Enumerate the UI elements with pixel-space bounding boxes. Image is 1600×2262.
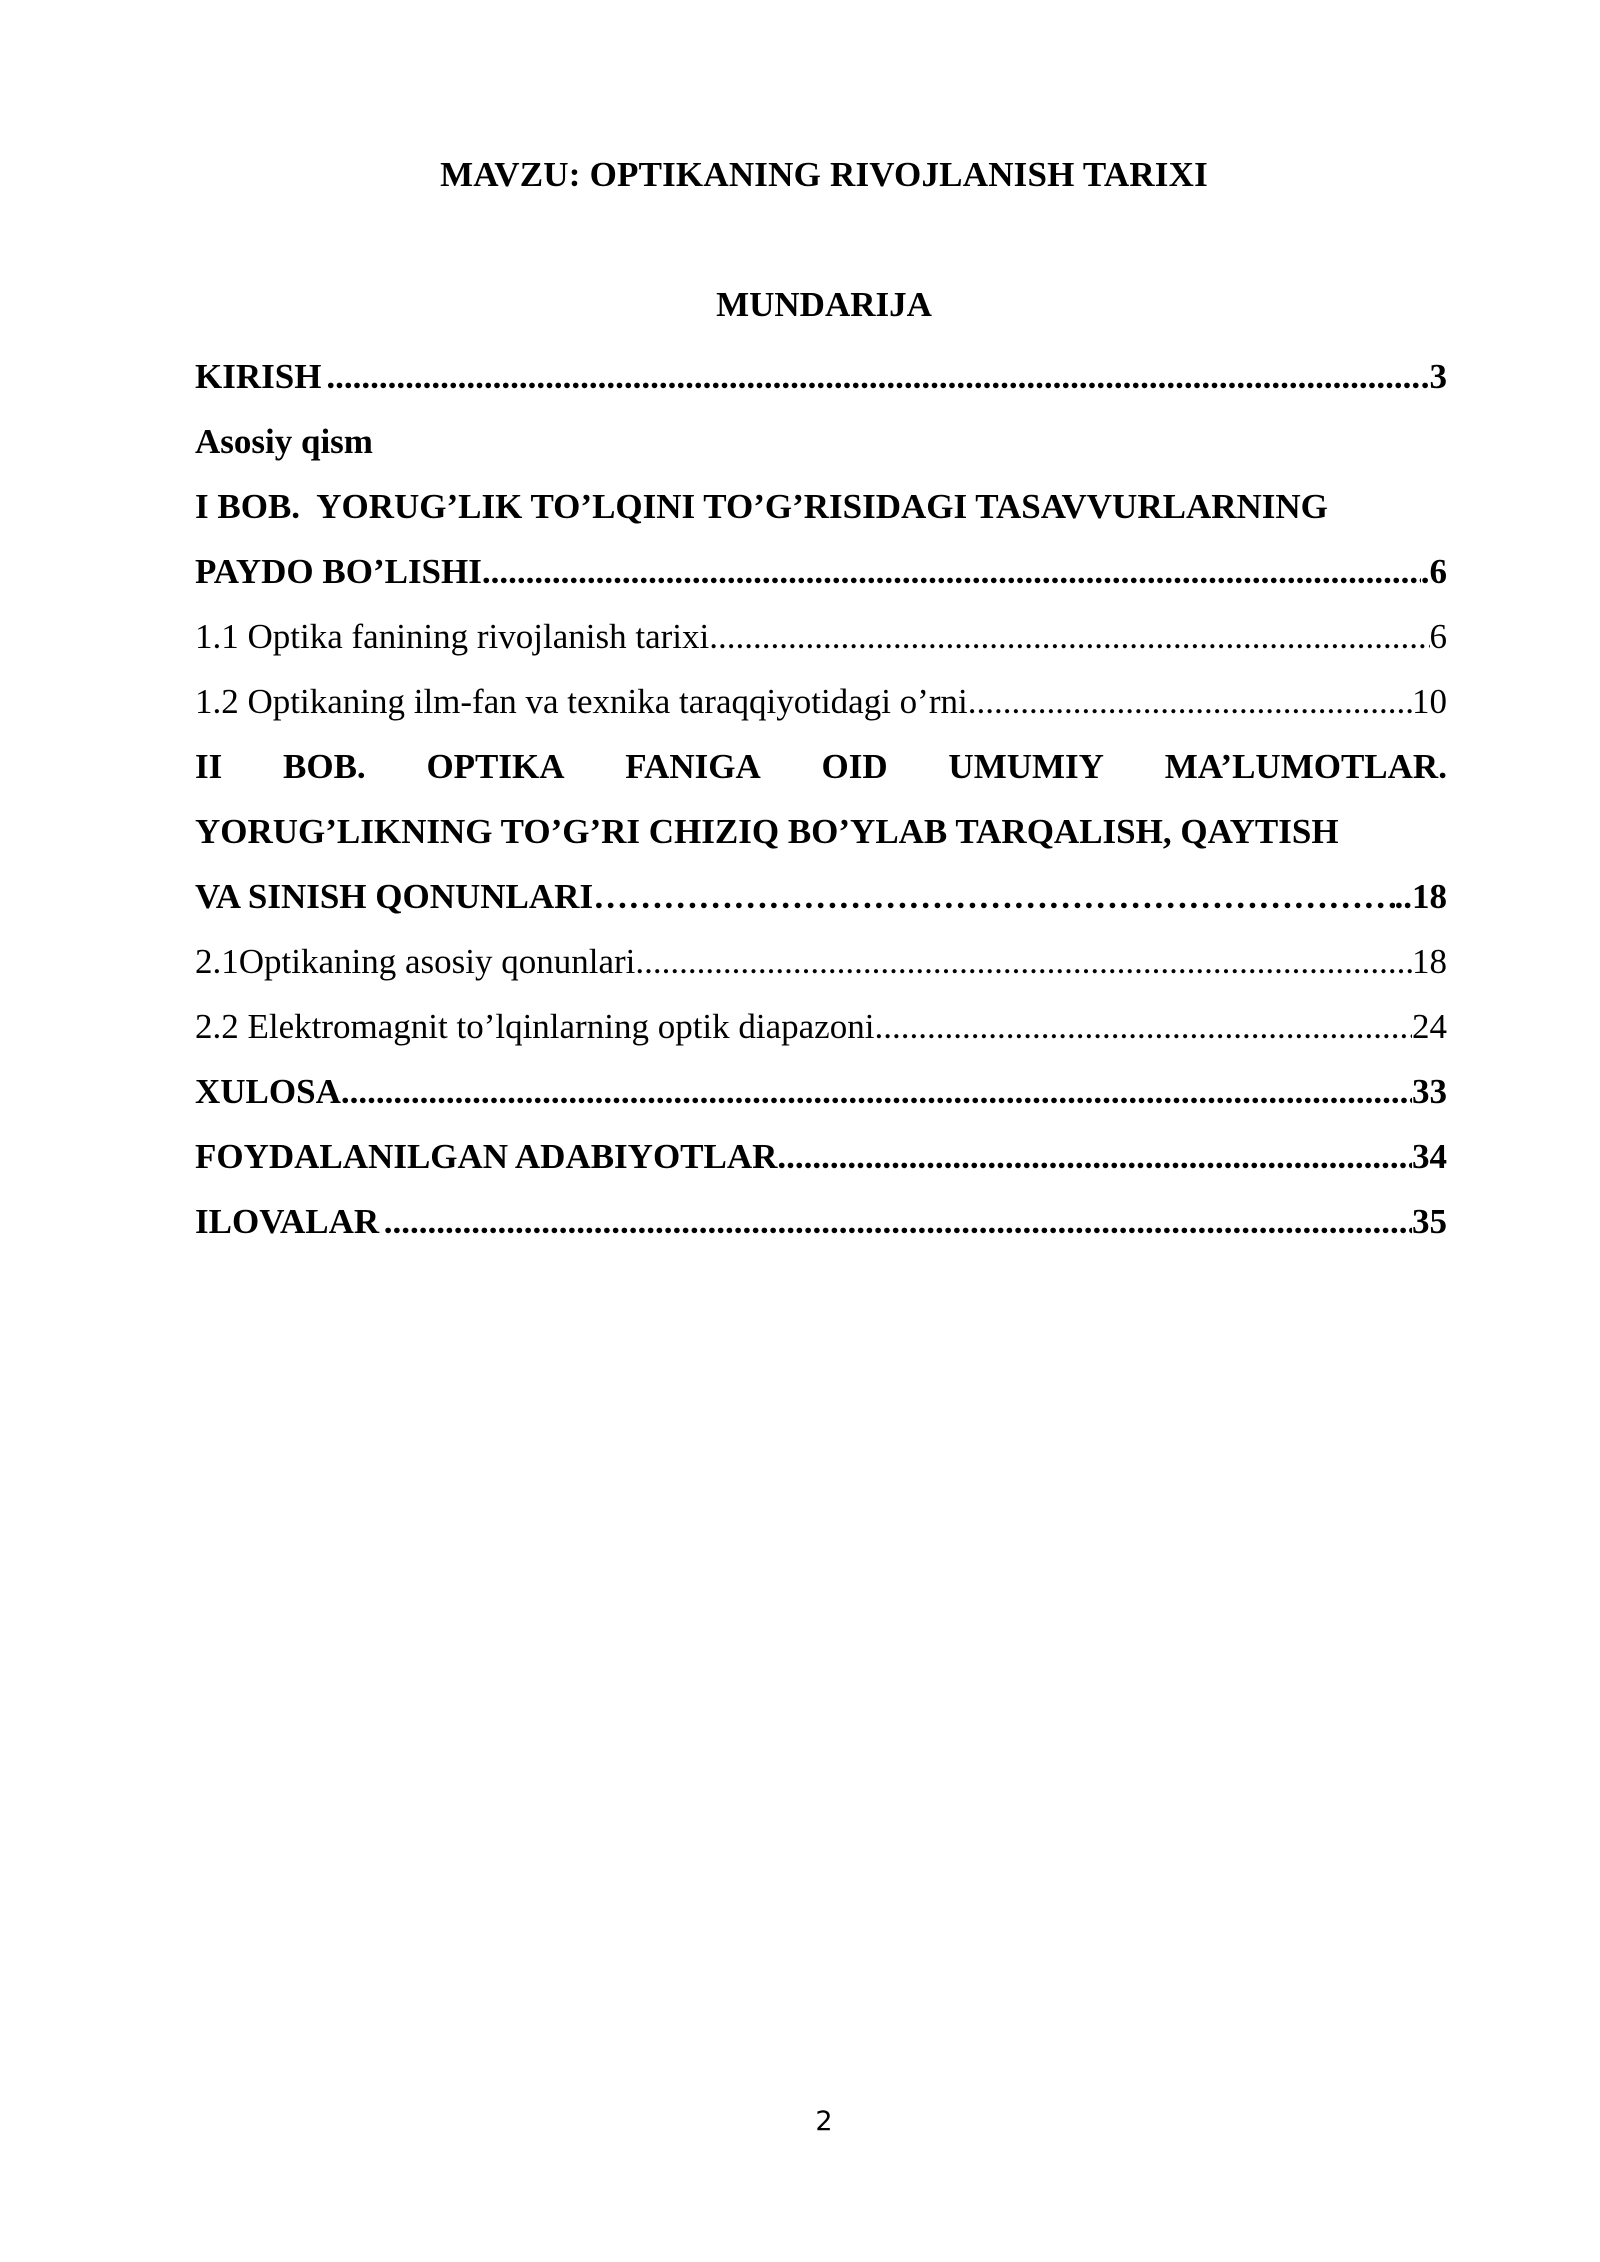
toc-chapter-1-line-1[interactable] bbox=[195, 474, 1447, 539]
toc-page-number: 6 bbox=[1429, 617, 1447, 656]
toc-dot-leader bbox=[968, 669, 1412, 734]
toc-entry-label: ILOVALAR bbox=[195, 1202, 380, 1241]
toc-word: UMUMIY bbox=[948, 747, 1104, 786]
toc-chapter-2-line-3[interactable] bbox=[195, 864, 1447, 929]
toc-word: MA’LUMOTLAR. bbox=[1164, 747, 1447, 786]
toc-entry-label: YORUG’LIKNING TO’G’RI CHIZIQ BO’YLAB TARQALISH, QAYTISH bbox=[195, 812, 1339, 851]
toc-page-number: .6 bbox=[1420, 552, 1447, 591]
toc-entry-label: PAYDO BO’LISHI bbox=[195, 552, 482, 591]
toc-entry-xulosa[interactable] bbox=[195, 1059, 1447, 1124]
table-of-contents bbox=[195, 344, 1447, 1254]
toc-heading: MUNDARIJA bbox=[716, 285, 932, 324]
toc-entry-label: VA SINISH QONUNLARI bbox=[195, 877, 594, 916]
toc-entry-label: Asosiy qism bbox=[195, 422, 373, 461]
toc-entry-1-1[interactable] bbox=[195, 604, 1447, 669]
document-title: MAVZU: OPTIKANING RIVOJLANISH TARIXI bbox=[440, 155, 1208, 194]
toc-dot-leader bbox=[593, 864, 1394, 929]
page-number: 2 bbox=[815, 2106, 833, 2137]
toc-entry-1-2[interactable] bbox=[195, 669, 1447, 734]
toc-page-number: 35 bbox=[1412, 1202, 1447, 1241]
toc-page-number: .3 bbox=[1420, 357, 1447, 396]
toc-dot-leader bbox=[326, 344, 1420, 409]
toc-page-number: 24 bbox=[1412, 1007, 1447, 1046]
toc-entry-2-1[interactable] bbox=[195, 929, 1447, 994]
toc-entry-kirish[interactable] bbox=[195, 344, 1447, 409]
toc-page-number: ..18 bbox=[1394, 877, 1447, 916]
toc-entry-label: 2.2 Elektromagnit to’lqinlarning optik diapazoni bbox=[195, 1007, 875, 1046]
toc-entry-label: FOYDALANILGAN ADABIYOTLAR bbox=[195, 1137, 778, 1176]
toc-dot-leader bbox=[635, 929, 1412, 994]
toc-page-number: 10 bbox=[1412, 682, 1447, 721]
toc-page-number: 34 bbox=[1412, 1137, 1447, 1176]
toc-chapter-2-line-1[interactable] bbox=[195, 734, 1447, 799]
toc-chapter-1-line-2[interactable] bbox=[195, 539, 1447, 604]
toc-entry-label: XULOSA bbox=[195, 1072, 341, 1111]
toc-page-number: 18 bbox=[1412, 942, 1447, 981]
toc-entry-ilovalar[interactable] bbox=[195, 1189, 1447, 1254]
toc-entry-label: 1.1 Optika fanining rivojlanish tarixi bbox=[195, 617, 710, 656]
toc-entry-label: 1.2 Optikaning ilm-fan va texnika taraqqiyotidagi o’rni bbox=[195, 682, 968, 721]
toc-entry-2-2[interactable] bbox=[195, 994, 1447, 1059]
toc-chapter-2-line-2[interactable] bbox=[195, 799, 1447, 864]
toc-dot-leader bbox=[709, 604, 1429, 669]
toc-dot-leader bbox=[384, 1189, 1412, 1254]
toc-word: BOB. bbox=[283, 747, 366, 786]
toc-entry-foydalanilgan-adabiyotlar[interactable] bbox=[195, 1124, 1447, 1189]
toc-entry-label: KIRISH bbox=[195, 357, 322, 396]
toc-entry-label: 2.1Optikaning asosiy qonunlari bbox=[195, 942, 636, 981]
toc-word: OID bbox=[821, 747, 888, 786]
toc-entry-label: I BOB. YORUG’LIK TO’LQINI TO’G’RISIDAGI TASAVVURLARNING bbox=[195, 487, 1328, 526]
toc-dot-leader bbox=[874, 994, 1412, 1059]
toc-word: OPTIKA bbox=[426, 747, 565, 786]
toc-word: FANIGA bbox=[625, 747, 761, 786]
toc-dot-leader bbox=[777, 1124, 1412, 1189]
toc-dot-leader bbox=[341, 1059, 1412, 1124]
toc-page-number: 33 bbox=[1412, 1072, 1447, 1111]
toc-section-asosiy-qism bbox=[195, 409, 1447, 474]
toc-dot-leader bbox=[482, 539, 1421, 604]
toc-word: II bbox=[195, 747, 223, 786]
